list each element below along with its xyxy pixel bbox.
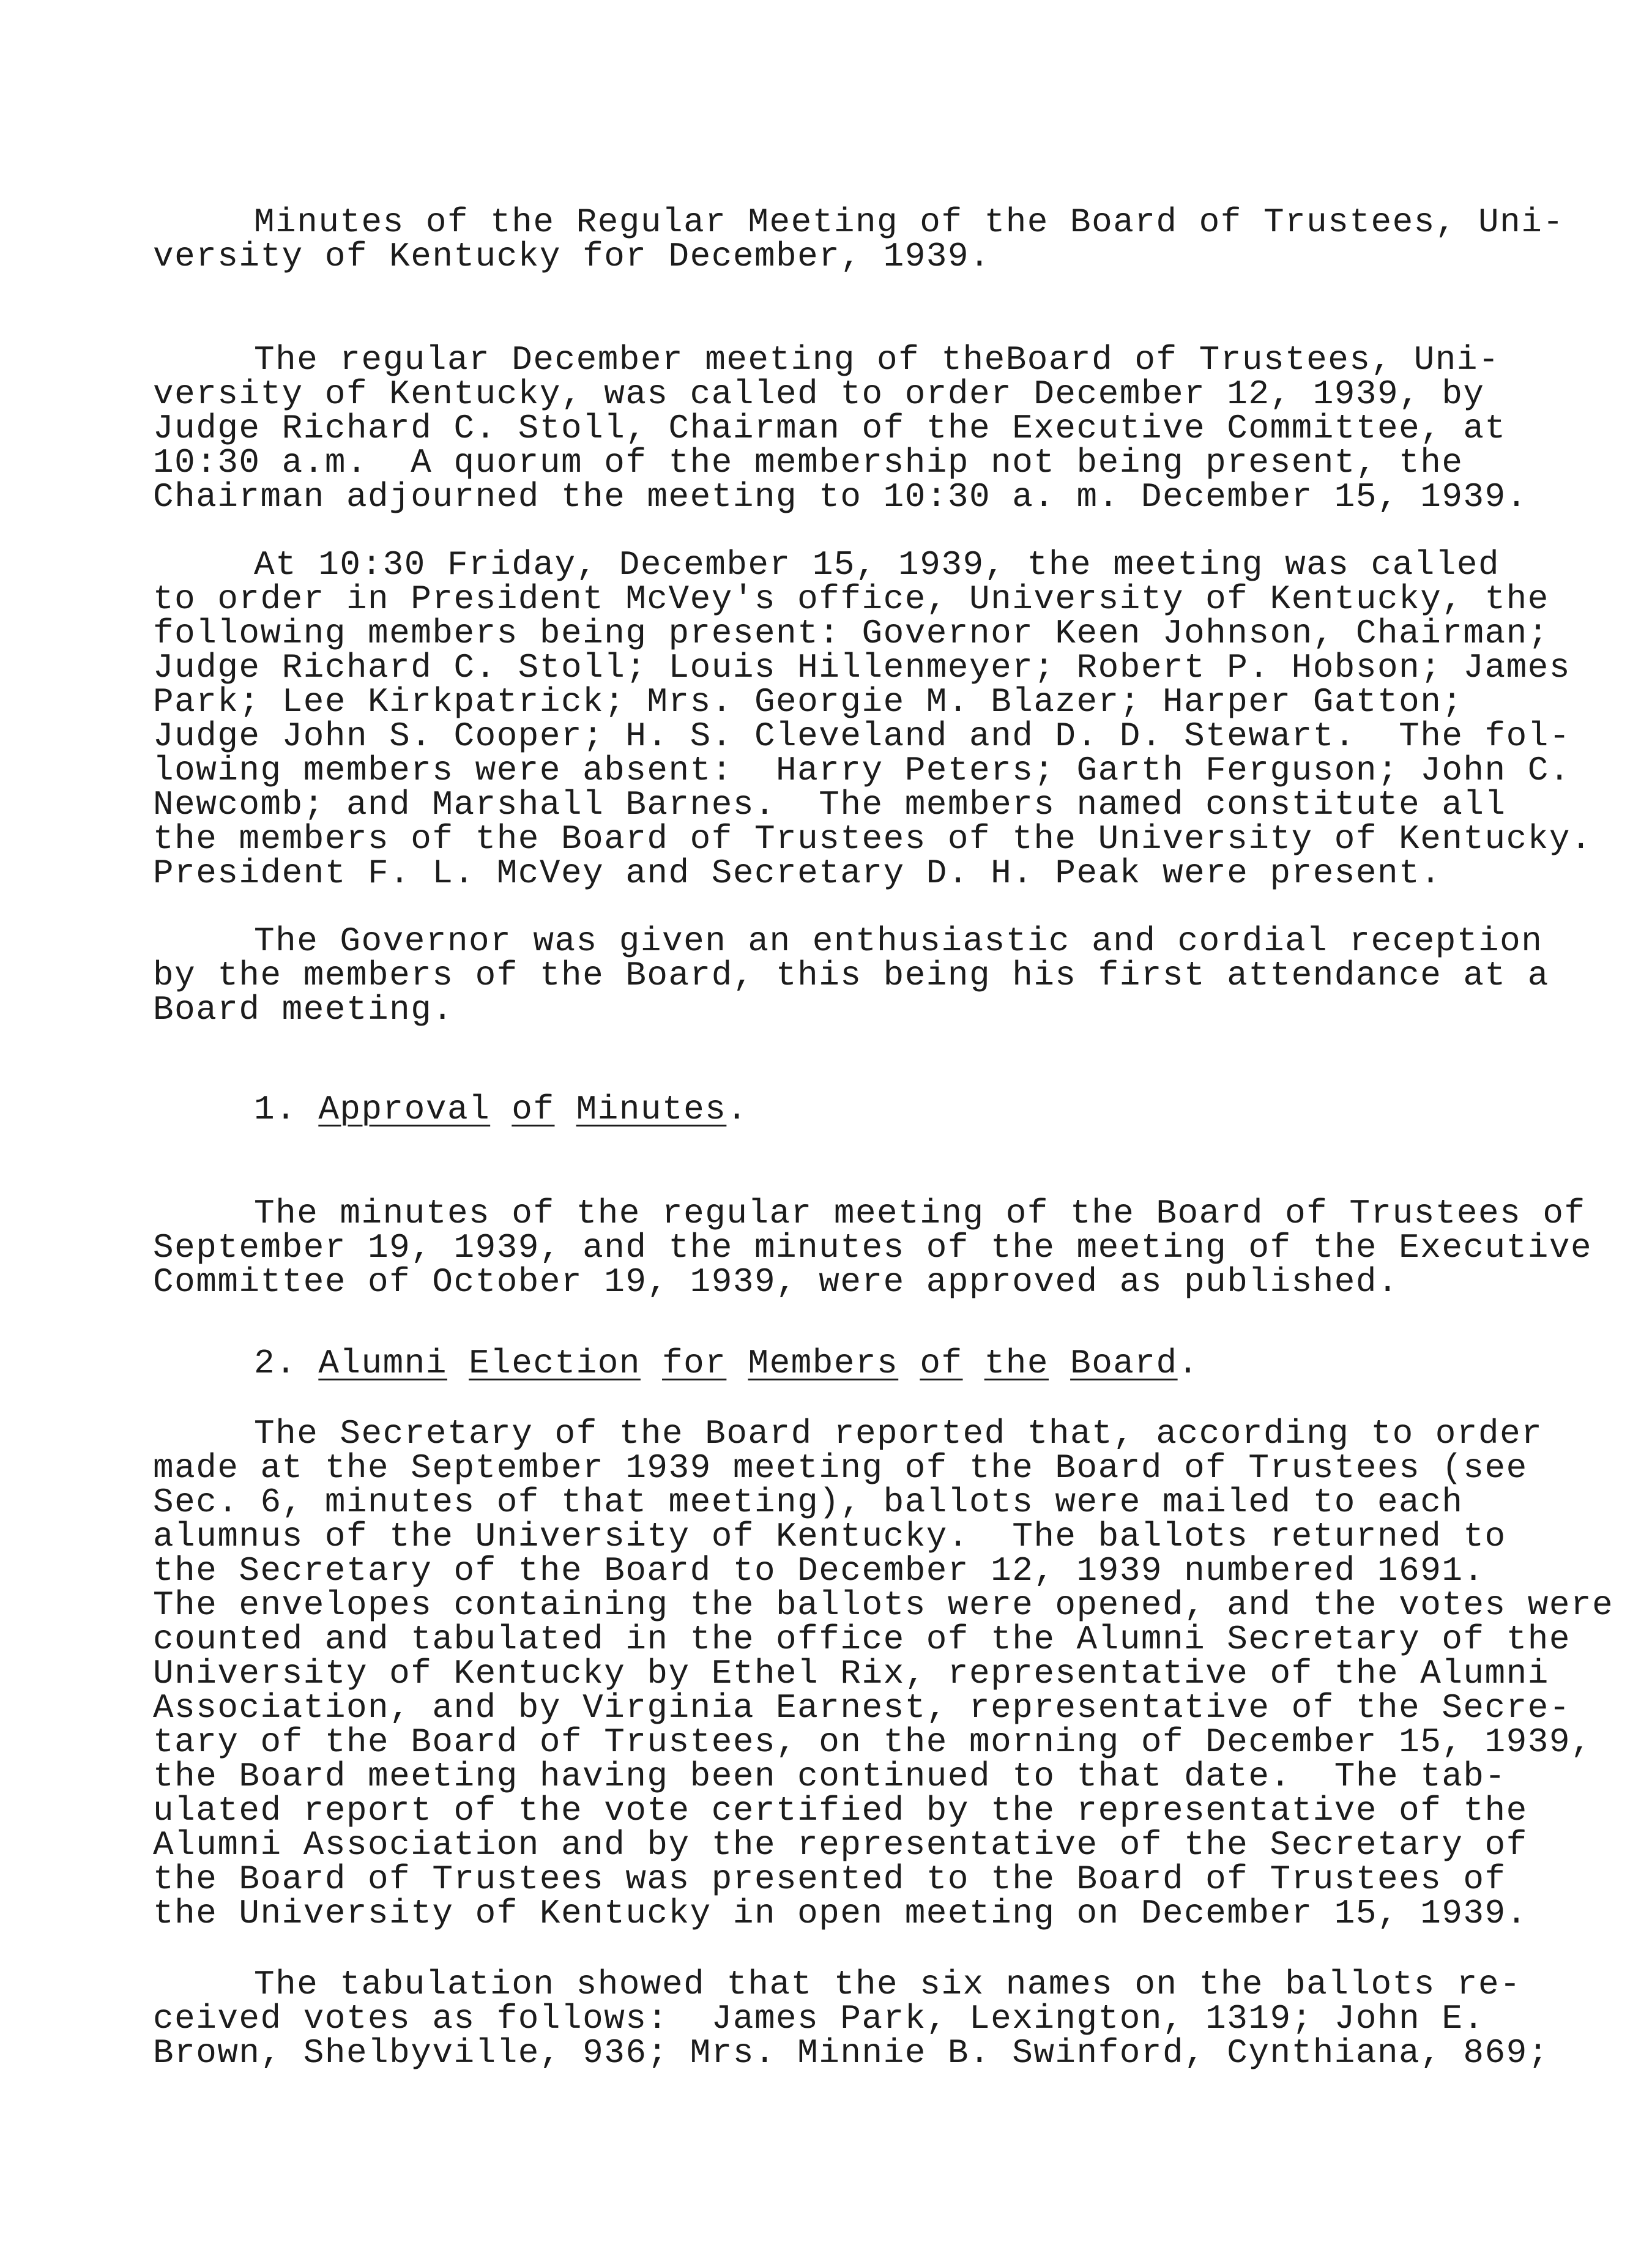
heading-period: . [726,1090,748,1129]
section-2-heading [254,1344,1199,1383]
text-line: tary of the Board of Trustees, on the morning of December 15, 1939, [153,1722,1593,1762]
text-line: 10:30 a.m. A quorum of the membership not being present, the [153,443,1464,482]
text-line: following members being present: Governor Keen Johnson, Chairman; [153,614,1549,653]
text-line: Judge Richard C. Stoll, Chairman of the Executive Committee, at [153,409,1506,448]
title-line: versity of Kentucky for December, 1939. [153,237,991,276]
text-line: the Board meeting having been continued to that date. The tab- [153,1757,1506,1796]
call-to-order-paragraph [153,340,1530,516]
text-line: lowing members were absent: Harry Peters; Garth Ferguson; John C. [153,751,1571,790]
section-number: 2. [254,1344,297,1383]
text-line: the University of Kentucky in open meeting on December 15, 1939. [153,1894,1528,1933]
governor-reception-paragraph [153,922,1549,1029]
text-line: ulated report of the vote certified by the representative of the [153,1791,1528,1830]
text-line: President F. L. McVey and Secretary D. H. Peak were present. [153,854,1442,893]
heading-word: Election [469,1344,641,1383]
text-line: Chairman adjourned the meeting to 10:30 a. m. December 15, 1939. [153,477,1528,516]
text-line: the Board of Trustees was presented to the Board of Trustees of [153,1860,1506,1899]
text-line: At 10:30 Friday, December 15, 1939, the meeting was called [254,545,1500,584]
heading-word: Approval [318,1090,491,1129]
text-line: University of Kentucky by Ethel Rix, representative of the Alumni [153,1654,1549,1693]
title-line: Minutes of the Regular Meeting of the Board of Trustees, Uni- [254,203,1565,242]
section-1-heading [254,1090,748,1129]
text-line: September 19, 1939, and the minutes of the meeting of the Executive [153,1228,1593,1267]
tabulation-paragraph [153,1965,1549,2072]
text-line: Park; Lee Kirkpatrick; Mrs. Georgie M. Blazer; Harper Gatton; [153,682,1464,721]
text-line: Newcomb; and Marshall Barnes. The members named constitute all [153,785,1506,824]
heading-word: Board [1070,1344,1178,1383]
heading-word: Minutes [576,1090,727,1129]
heading-word: of [920,1344,963,1383]
text-line: Brown, Shelbyville, 936; Mrs. Minnie B. Swinford, Cynthiana, 869; [153,2033,1549,2072]
text-line: made at the September 1939 meeting of the Board of Trustees (see [153,1448,1528,1488]
approval-of-minutes-paragraph [153,1194,1593,1301]
heading-word: of [512,1090,555,1129]
text-line: Judge Richard C. Stoll; Louis Hillenmeyer; Robert P. Hobson; James [153,648,1571,687]
text-line: the Secretary of the Board to December 12, 1939 numbered 1691. [153,1551,1485,1590]
text-line: versity of Kentucky, was called to order December 12, 1939, by [153,374,1485,414]
text-line: by the members of the Board, this being his first attendance at a [153,956,1549,995]
text-line: Board meeting. [153,990,454,1029]
heading-word: Alumni [318,1344,447,1383]
text-line: ceived votes as follows: James Park, Lexington, 1319; John E. [153,1999,1485,2038]
text-line: The tabulation showed that the six names on the ballots re- [254,1965,1522,2004]
text-line: to order in President McVey's office, University of Kentucky, the [153,579,1549,619]
heading-period: . [1177,1344,1199,1383]
text-line: The Governor was given an enthusiastic and cordial reception [254,922,1543,961]
attendance-paragraph [153,545,1593,893]
text-line: Sec. 6, minutes of that meeting), ballots were mailed to each [153,1483,1464,1522]
text-line: The Secretary of the Board reported that, according to order [254,1414,1543,1453]
text-line: alumnus of the University of Kentucky. The ballots returned to [153,1517,1506,1556]
heading-word: for [662,1344,727,1383]
text-line: Alumni Association and by the representative of the Secretary of [153,1825,1528,1864]
alumni-election-paragraph [153,1414,1614,1933]
minutes-title [153,203,1565,276]
text-line: Committee of October 19, 1939, were approved as published. [153,1262,1399,1301]
heading-word: the [984,1344,1049,1383]
section-number: 1. [254,1090,297,1129]
text-line: The regular December meeting of theBoard of Trustees, Uni- [254,340,1500,379]
text-line: the members of the Board of Trustees of the University of Kentucky. [153,819,1593,858]
text-line: counted and tabulated in the office of the Alumni Secretary of the [153,1620,1571,1659]
text-line: The minutes of the regular meeting of the Board of Trustees of [254,1194,1586,1233]
text-line: Association, and by Virginia Earnest, representative of the Secre- [153,1688,1571,1727]
text-line: The envelopes containing the ballots were opened, and the votes were [153,1585,1614,1625]
heading-word: Members [748,1344,899,1383]
text-line: Judge John S. Cooper; H. S. Cleveland and D. D. Stewart. The fol- [153,717,1571,756]
